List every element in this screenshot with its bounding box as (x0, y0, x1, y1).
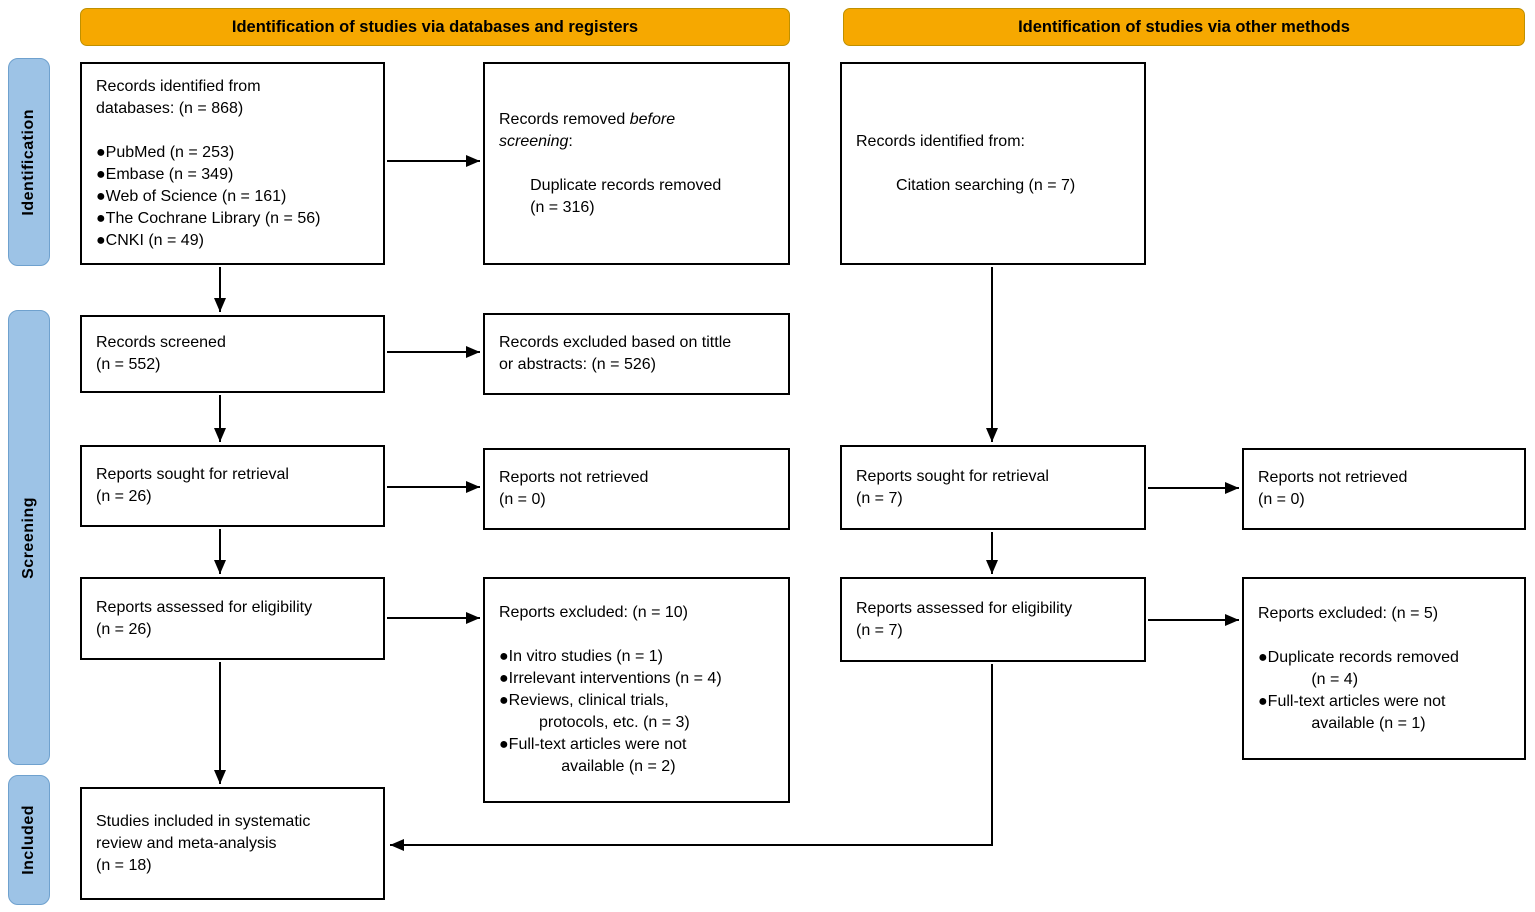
box-text-line: databases: (n = 868) (96, 99, 244, 117)
phase-label-included-text: Included (20, 805, 37, 875)
box-text-line: (n = 4) (1258, 670, 1359, 688)
box-text-line: ●CNKI (n = 49) (96, 231, 204, 249)
box-text-line (1258, 625, 1516, 647)
box-text-line: Reports not retrieved (1258, 469, 1408, 486)
box-text-line: Duplicate records removed (499, 176, 722, 194)
box-text-line: Reports excluded: (n = 10) (499, 604, 688, 621)
banner-other-label: Identification of studies via other methods (1018, 17, 1350, 36)
box-text-line: review and meta-analysis (96, 834, 277, 852)
box-reports-assessed-other (840, 577, 1146, 662)
box-text-line: ●Web of Science (n = 161) (96, 187, 287, 205)
box-text-line: ●PubMed (n = 253) (96, 143, 235, 161)
box-text-line (499, 153, 780, 175)
box-text-line: available (n = 2) (499, 758, 676, 775)
box-text-line: Reports excluded: (n = 5) (1258, 604, 1439, 622)
box-reports-not-retrieved-other (1242, 448, 1526, 530)
box-text-line (856, 153, 1136, 175)
box-reports-not-retrieved-databases (483, 448, 790, 530)
records-removed-text: : (568, 132, 573, 150)
box-text-line: ●Reviews, clinical trials, (499, 692, 669, 709)
box-studies-included (80, 787, 385, 900)
box-text-line: ●Full-text articles were not (1258, 692, 1446, 710)
box-text-line: (n = 552) (96, 356, 161, 373)
box-text-line: (n = 26) (96, 620, 152, 638)
box-reports-sought-databases (80, 445, 385, 527)
box-text-line: (n = 18) (96, 856, 152, 874)
box-reports-excluded-other (1242, 577, 1526, 760)
box-text-line: Records identified from: (856, 132, 1025, 150)
box-text-line: Records excluded based on tittle (499, 334, 732, 351)
box-records-identified-databases (80, 62, 385, 265)
box-text-line: Reports assessed for eligibility (856, 599, 1073, 617)
box-records-removed-before-screening (483, 62, 790, 265)
records-removed-text: Records removed (499, 110, 630, 128)
phase-label-included (8, 775, 50, 905)
records-removed-italic: before (629, 110, 676, 128)
banner-databases-label: Identification of studies via databases and registers (231, 17, 639, 36)
box-reports-sought-other (840, 445, 1146, 530)
box-text-line: (n = 0) (1258, 491, 1305, 508)
box-text-line: available (n = 1) (1258, 714, 1426, 732)
box-text-line: (n = 26) (96, 488, 152, 505)
box-text-line: Studies included in systematic (96, 812, 311, 830)
box-text-line: protocols, etc. (n = 3) (499, 714, 690, 731)
box-text-line (499, 131, 780, 153)
box-text-line: or abstracts: (n = 526) (499, 356, 656, 373)
box-text-line: Citation searching (n = 7) (856, 176, 1076, 194)
box-text-line: (n = 7) (856, 489, 903, 507)
box-text-line: Reports sought for retrieval (856, 467, 1049, 485)
phase-label-screening-text: Screening (20, 496, 37, 579)
box-records-screened (80, 315, 385, 393)
box-text-line (499, 109, 780, 131)
banner-databases-registers (80, 8, 790, 46)
box-text-line: (n = 0) (499, 491, 546, 508)
box-text-line: Reports assessed for eligibility (96, 598, 313, 616)
box-text-line: ●Irrelevant interventions (n = 4) (499, 670, 722, 687)
box-text-line: (n = 316) (499, 198, 595, 216)
box-reports-excluded-databases (483, 577, 790, 803)
records-removed-italic: screening (499, 132, 569, 150)
box-records-excluded (483, 313, 790, 395)
box-text-line: ●Duplicate records removed (1258, 648, 1459, 666)
box-text-line: ●Embase (n = 349) (96, 165, 234, 183)
box-text-line: ●In vitro studies (n = 1) (499, 648, 663, 665)
box-text-line: ●Full-text articles were not (499, 736, 687, 753)
box-text-line: ●The Cochrane Library (n = 56) (96, 209, 321, 227)
phase-label-screening (8, 310, 50, 765)
box-text-line: (n = 7) (856, 621, 903, 639)
box-text-line (96, 120, 375, 142)
box-text-line: Records identified from (96, 77, 261, 95)
box-text-line (499, 624, 780, 646)
box-text-line: Records screened (96, 334, 226, 351)
phase-label-identification-text: Identification (20, 108, 37, 216)
box-text-line: Reports not retrieved (499, 469, 649, 486)
box-records-identified-other (840, 62, 1146, 265)
phase-label-identification (8, 58, 50, 266)
box-reports-assessed-databases (80, 577, 385, 660)
banner-other-methods (843, 8, 1525, 46)
box-text-line: Reports sought for retrieval (96, 466, 289, 483)
